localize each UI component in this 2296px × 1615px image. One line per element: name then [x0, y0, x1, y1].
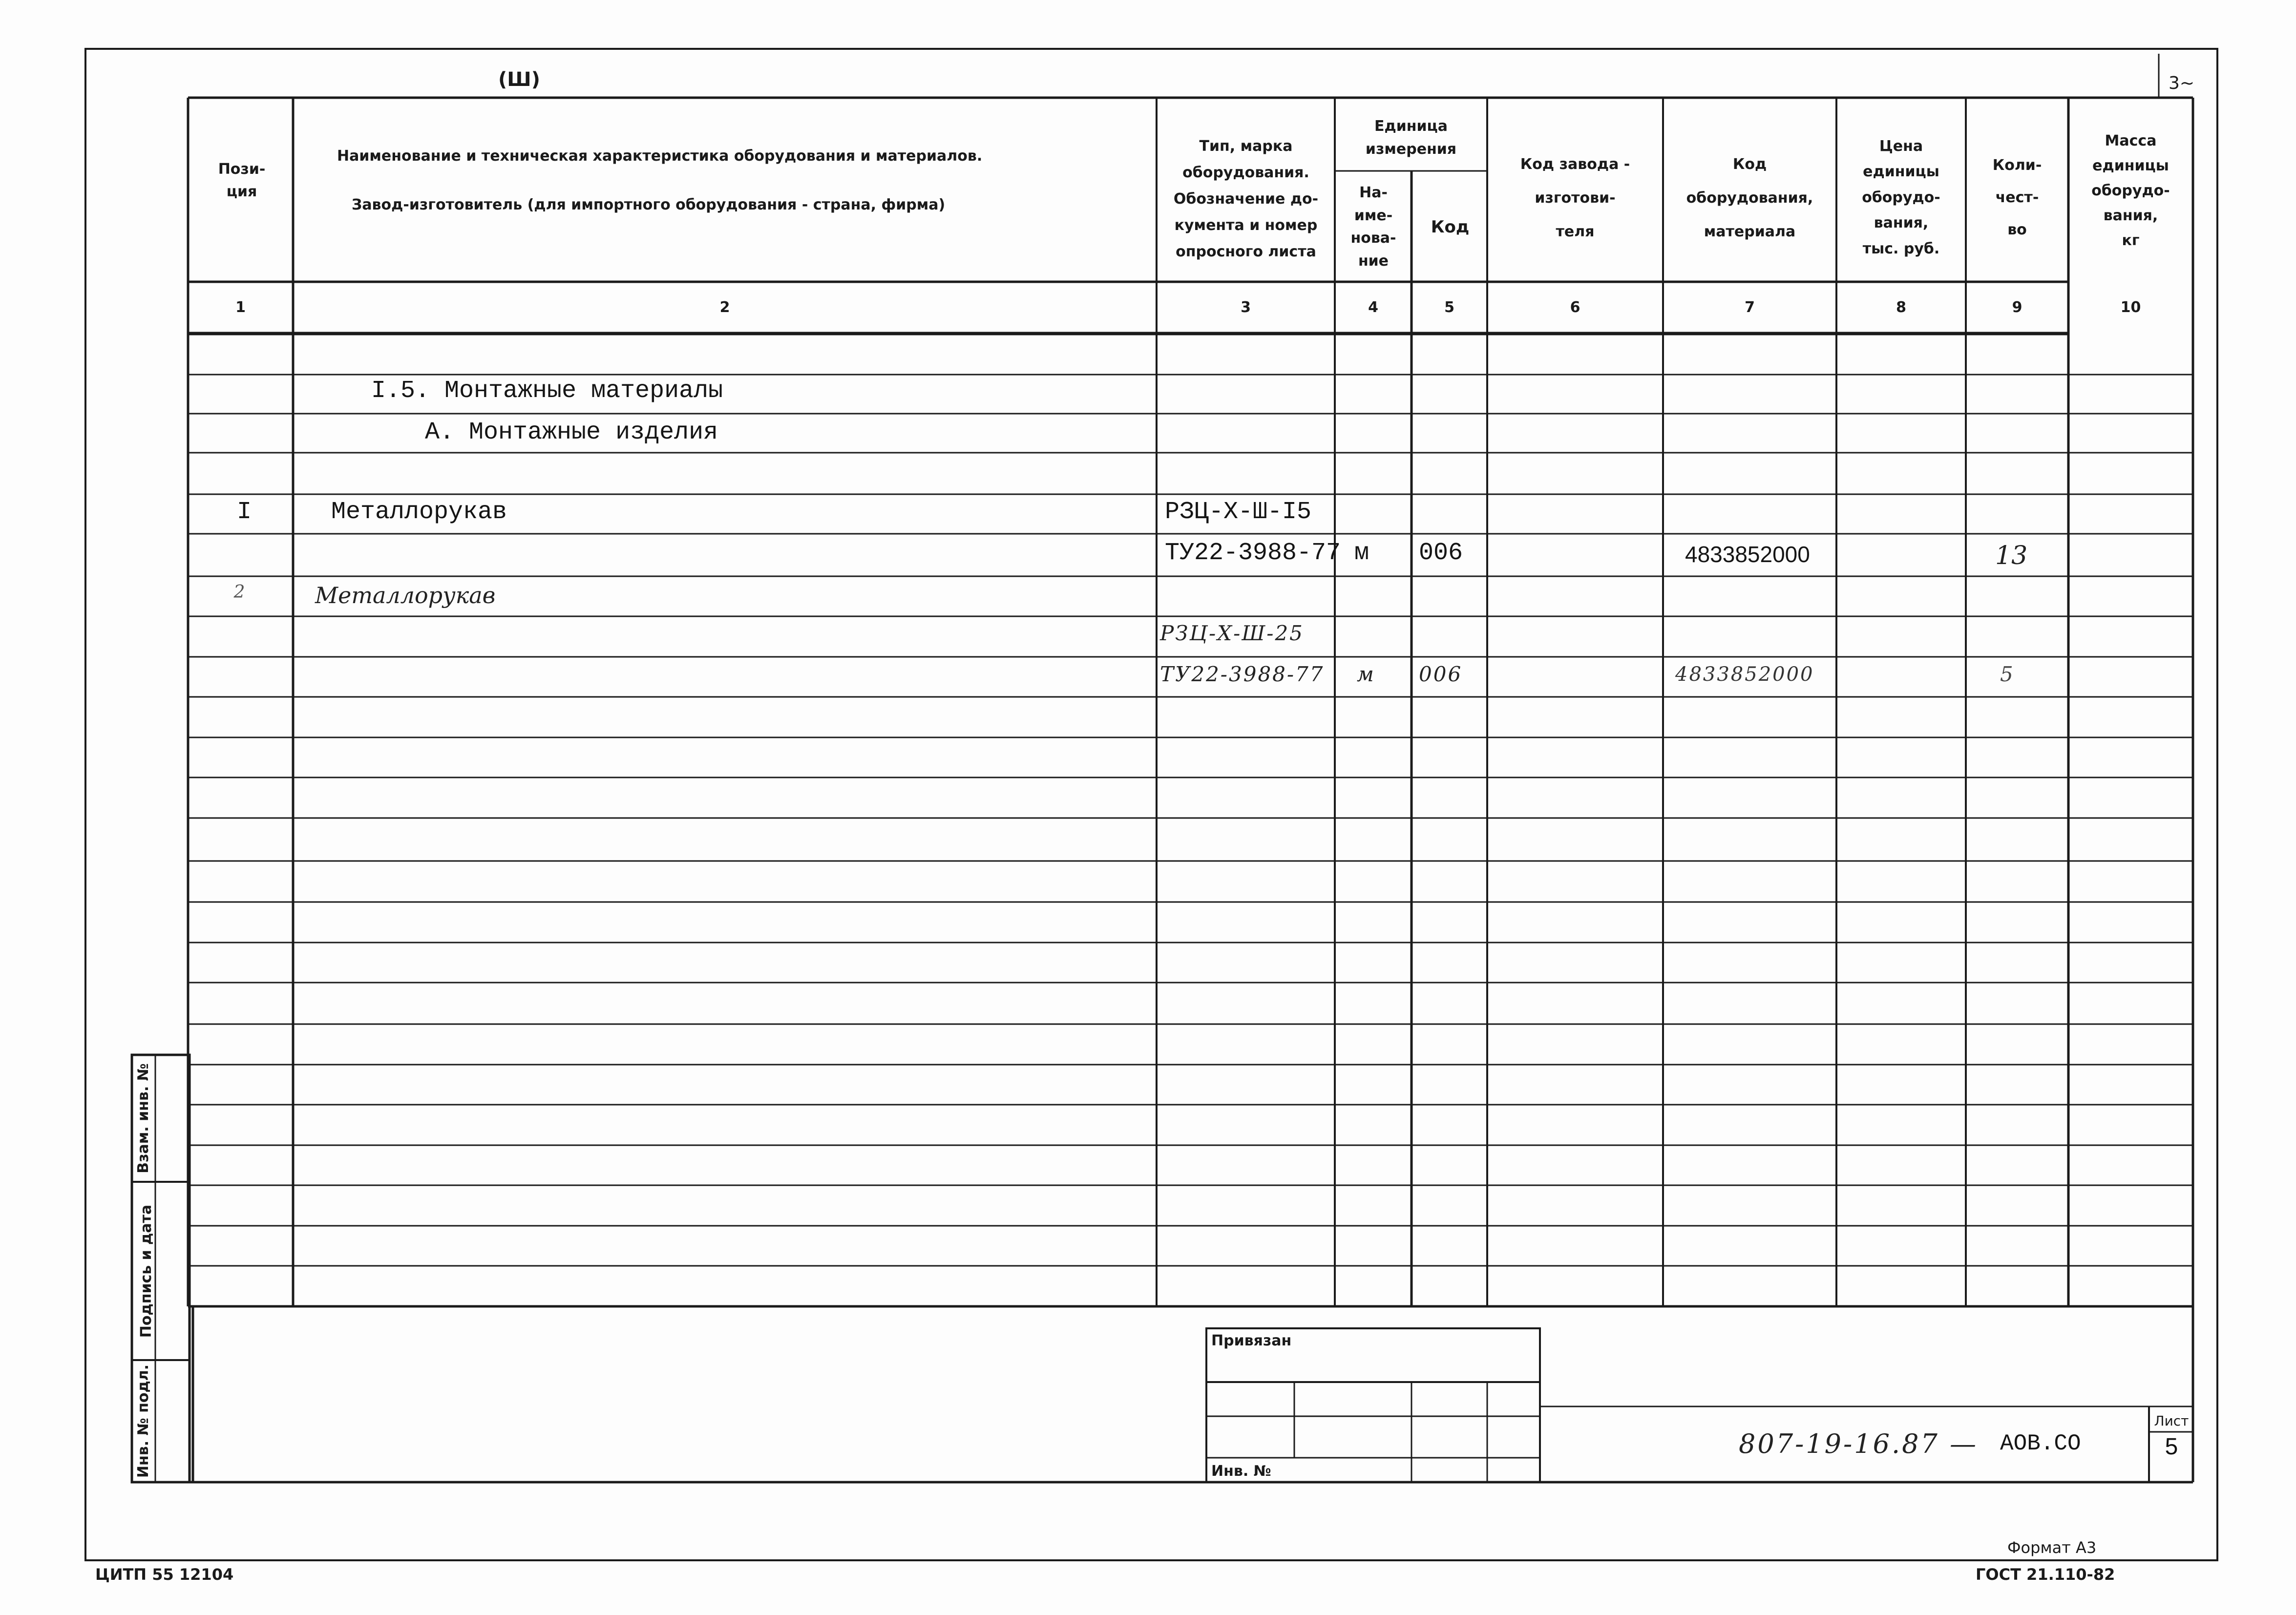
header-material-code: Код оборудования, материала	[1686, 155, 1813, 240]
header-position: Пози- ция	[218, 160, 266, 200]
item-unit-code: 006	[1419, 539, 1463, 567]
header-quantity: Коли- чест- во	[1992, 157, 2042, 238]
header-name-line1: Наименование и техническая характеристика оборудования и материалов.	[337, 147, 983, 165]
document-code: 807-19-16.87 —	[1739, 1428, 1979, 1459]
column-number: 8	[1896, 298, 1906, 316]
header-unit-code: Код	[1431, 217, 1470, 237]
item-type: РЗЦ-Х-Ш-25	[1160, 621, 1304, 645]
header-plant-code: Код завода - изготови- теля	[1520, 155, 1630, 240]
header-unit-name: На- име- нова- ние	[1350, 184, 1396, 270]
item-quantity: 13	[1995, 541, 2028, 570]
page-mark: 3~	[2169, 73, 2195, 93]
item-type: РЗЦ-Х-Ш-I5	[1165, 498, 1312, 526]
section-title: I.5. Монтажные материалы	[371, 377, 723, 405]
item-spec: ТУ22-3988-77	[1165, 539, 1341, 567]
column-number: 9	[2012, 298, 2022, 316]
item-spec: ТУ22-3988-77	[1160, 662, 1325, 686]
header-price: Цена единицы оборудо- вания, тыс. руб.	[1862, 137, 1940, 257]
item-unit: м	[1354, 539, 1369, 567]
footer-format: Формат А3	[2007, 1538, 2097, 1557]
item-unit: м	[1357, 662, 1374, 686]
item-material-code: 4833852000	[1685, 542, 1810, 567]
inventory-label: Инв. №	[1211, 1463, 1271, 1480]
column-number: 5	[1444, 298, 1454, 316]
column-number: 1	[235, 298, 246, 316]
item-unit-code: 006	[1419, 662, 1463, 686]
header-mass: Масса единицы оборудо- вания, кг	[2091, 132, 2170, 249]
item-material-code: 4833852000	[1675, 663, 1814, 686]
item-quantity: 5	[2000, 662, 2013, 686]
item-name: Металлорукав	[315, 582, 496, 608]
column-number: 2	[719, 298, 730, 316]
sheet-label: Лист	[2154, 1413, 2189, 1429]
subsection-title: А. Монтажные изделия	[425, 419, 718, 446]
corner-mark: (Ш)	[498, 68, 540, 91]
item-position: I	[236, 498, 252, 526]
sheet-number: 5	[2165, 1434, 2178, 1460]
column-number: 6	[1570, 298, 1580, 316]
header-unit-group: Единица измерения	[1365, 118, 1457, 158]
footer-registration: ЦИТП 55 12104	[95, 1565, 234, 1584]
document-suffix: АОВ.СО	[2000, 1431, 2081, 1456]
header-name-line2: Завод-изготовитель (для импортного оборудования - страна, фирма)	[352, 196, 946, 213]
attached-label: Привязан	[1211, 1332, 1292, 1349]
stamp-inv-substitute: Взам. инв. №	[135, 1063, 152, 1174]
item-position: 2	[233, 582, 245, 602]
column-number: 3	[1241, 298, 1251, 316]
item-name: Металлорукав	[331, 498, 507, 526]
stamp-sign-date: Подпись и дата	[138, 1204, 155, 1338]
column-number: 10	[2120, 298, 2141, 316]
stamp-inv-original: Инв. № подл.	[135, 1364, 152, 1478]
footer-gost: ГОСТ 21.110-82	[1976, 1565, 2115, 1584]
column-number: 4	[1368, 298, 1378, 316]
header-type: Тип, марка оборудования. Обозначение до- кумента и номер опросного листа	[1173, 137, 1319, 260]
column-number: 7	[1745, 298, 1755, 316]
